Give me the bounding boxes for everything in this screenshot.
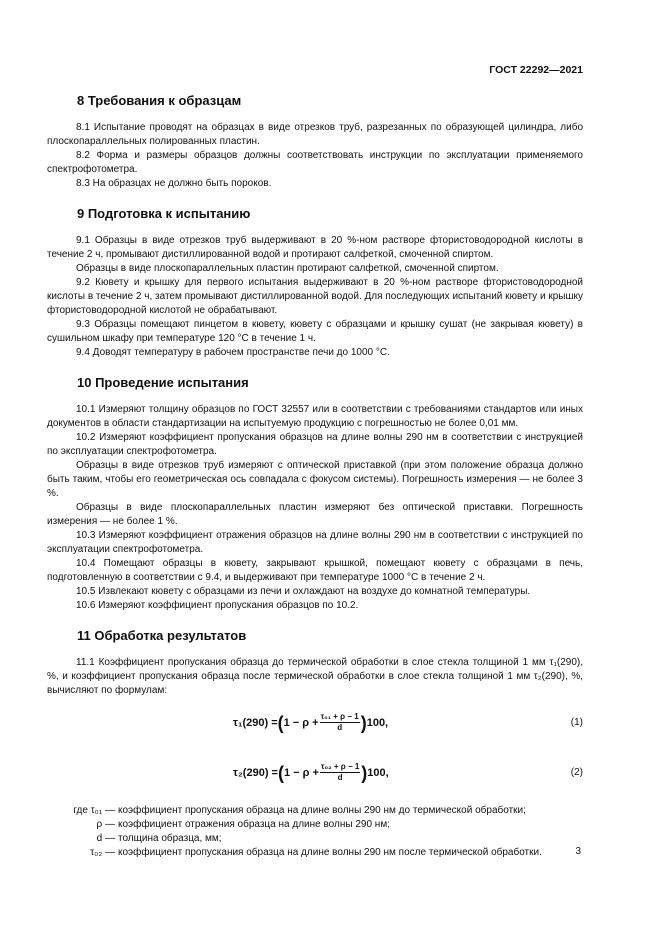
paragraph: 8.2 Форма и размеры образцов должны соответствовать инструкции по эксплуатации применяемого спектрофотометра. (47, 150, 583, 175)
close-paren: ) (361, 762, 368, 783)
close-paren: ) (360, 712, 367, 733)
definition-symbol: где τ₀₁ — (73, 805, 115, 816)
paragraph: 8.3 На образцах не должно быть пороков. (76, 178, 272, 189)
formula-pre: 1 − ρ + (283, 766, 319, 779)
standard-header: ГОСТ 22292—2021 (489, 64, 583, 76)
definition-symbol: ρ — (96, 819, 115, 830)
paragraph: 11.1 Коэффициент пропускания образца до термической обработки в слое стекла толщиной 1 мм τ₁(290), %, и коэффициент пропускания образца после термической обработки в слое стекла толщиной 1 мм τ₂(290), %, вычисляют по формулам: (47, 657, 583, 696)
paragraph: Образцы в виде отрезков труб измеряют с оптической приставкой (при этом положение образца должно быть таким, чтобы его геометрическая ось совпадала с фокусом системы). Погрешность измерения — не более 3 %. (47, 460, 583, 499)
formula-fraction (320, 762, 360, 783)
section-title: 8 Требования к образцам (77, 93, 242, 108)
formula-fraction (320, 712, 360, 733)
definition-row (47, 818, 583, 832)
section-10 (47, 374, 583, 613)
definition-text: коэффициент пропускания образца на длине волны 290 нм до термической обработки; (118, 805, 526, 816)
formula-post: 100, (367, 766, 389, 779)
formula-number: (1) (570, 717, 583, 728)
section-title: 11 Обработка результатов (77, 628, 247, 643)
section-title: 10 Проведение испытания (77, 375, 249, 390)
formula-lhs: τ₁(290) = (233, 716, 278, 729)
paragraph: 10.4 Помещают образцы в кювету, закрывают крышкой, помещают кювету с образцами в печь, подготовленную в соответствии с 9.4, и выдерживают при температуре 1000 °С в течение 2 ч. (47, 558, 583, 583)
definition-symbol: τ₀₂ — (90, 847, 115, 858)
formula-1 (47, 706, 583, 740)
definition-row (47, 846, 583, 860)
section-9 (47, 205, 583, 360)
fraction-denominator: d (337, 773, 343, 782)
paragraph: 9.2 Кювету и крышку для первого испытания выдерживают в 20 %-ном растворе фтористоводородной кислоты в течение 2 ч, затем промывают дистиллированной водой. Для последующих испытаний кювету и крышку фтористоводородной кислотой не обрабатывают. (47, 277, 583, 316)
formula-lhs: τ₂(290) = (233, 766, 278, 779)
paragraph: 10.2 Измеряют коэффициент пропускания образцов на длине волны 290 нм в соответствии с инструкцией по эксплуатации спектрофотометра. (47, 432, 583, 457)
formula-number: (2) (570, 767, 583, 778)
paragraph: Образцы в виде плоскопараллельных пластин измеряют без оптической приставки. Погрешность измерения — не более 1 %. (47, 502, 583, 527)
open-paren: ( (277, 712, 284, 733)
definition-text: коэффициент пропускания образца на длине волны 290 нм после термической обработки. (118, 847, 542, 858)
paragraph: 10.3 Измеряют коэффициент отражения образцов на длине волны 290 нм в соответствии с инструкцией по эксплуатации спектрофотометра. (47, 530, 583, 555)
formula-expression (233, 762, 389, 783)
paragraph: 9.3 Образцы помещают пинцетом в кювету, кювету с образцами и крышку сушат (не закрывая кювету) в сушильном шкафу при температуре 120 °С в течение 1 ч. (47, 319, 583, 344)
definition-symbol: d — (96, 833, 115, 844)
paragraph: 10.6 Измеряют коэффициент пропускания образцов по 10.2. (76, 600, 359, 611)
fraction-denominator: d (337, 723, 343, 732)
variable-definitions (47, 804, 583, 860)
paragraph: 8.1 Испытание проводят на образцах в виде отрезков труб, разрезанных по образующей цилиндра, либо плоскопараллельных полированных пластин. (47, 122, 583, 147)
open-paren: ( (277, 762, 284, 783)
definition-row (47, 804, 583, 818)
definition-row (47, 832, 583, 846)
paragraph: 10.1 Измеряют толщину образцов по ГОСТ 32557 или в соответствии с требованиями стандартов или иных документов в области стандартизации на испытуемую продукцию с погрешностью не более 0,01 мм. (47, 404, 583, 429)
definition-text: коэффициент отражения образца на длине волны 290 нм; (118, 819, 390, 830)
paragraph: 9.4 Доводят температуру в рабочем пространстве печи до 1000 °С. (76, 347, 390, 358)
section-title: 9 Подготовка к испытанию (77, 206, 251, 221)
formula-expression (233, 712, 388, 733)
page-number: 3 (575, 846, 581, 857)
paragraph: 9.1 Образцы в виде отрезков труб выдерживают в 20 %-ном растворе фтористоводородной кислоты в течение 2 ч, промывают дистиллированной водой и протирают салфеткой, смоченной спиртом. (47, 235, 583, 260)
definition-text: толщина образца, мм; (118, 833, 222, 844)
paragraph: Образцы в виде плоскопараллельных пластин протирают салфеткой, смоченной спиртом. (76, 263, 499, 274)
formula-2 (47, 756, 583, 790)
fraction-numerator: τ₀₁ + ρ − 1 (320, 712, 359, 721)
fraction-numerator: τ₀₂ + ρ − 1 (320, 762, 360, 771)
section-8 (47, 92, 583, 191)
formula-post: 100, (366, 716, 389, 729)
formula-pre: 1 − ρ + (283, 716, 319, 729)
paragraph: 10.5 Извлекают кювету с образцами из печи и охлаждают на воздухе до комнатной температуры. (76, 586, 531, 597)
document-content (47, 92, 583, 874)
section-11 (47, 627, 583, 860)
